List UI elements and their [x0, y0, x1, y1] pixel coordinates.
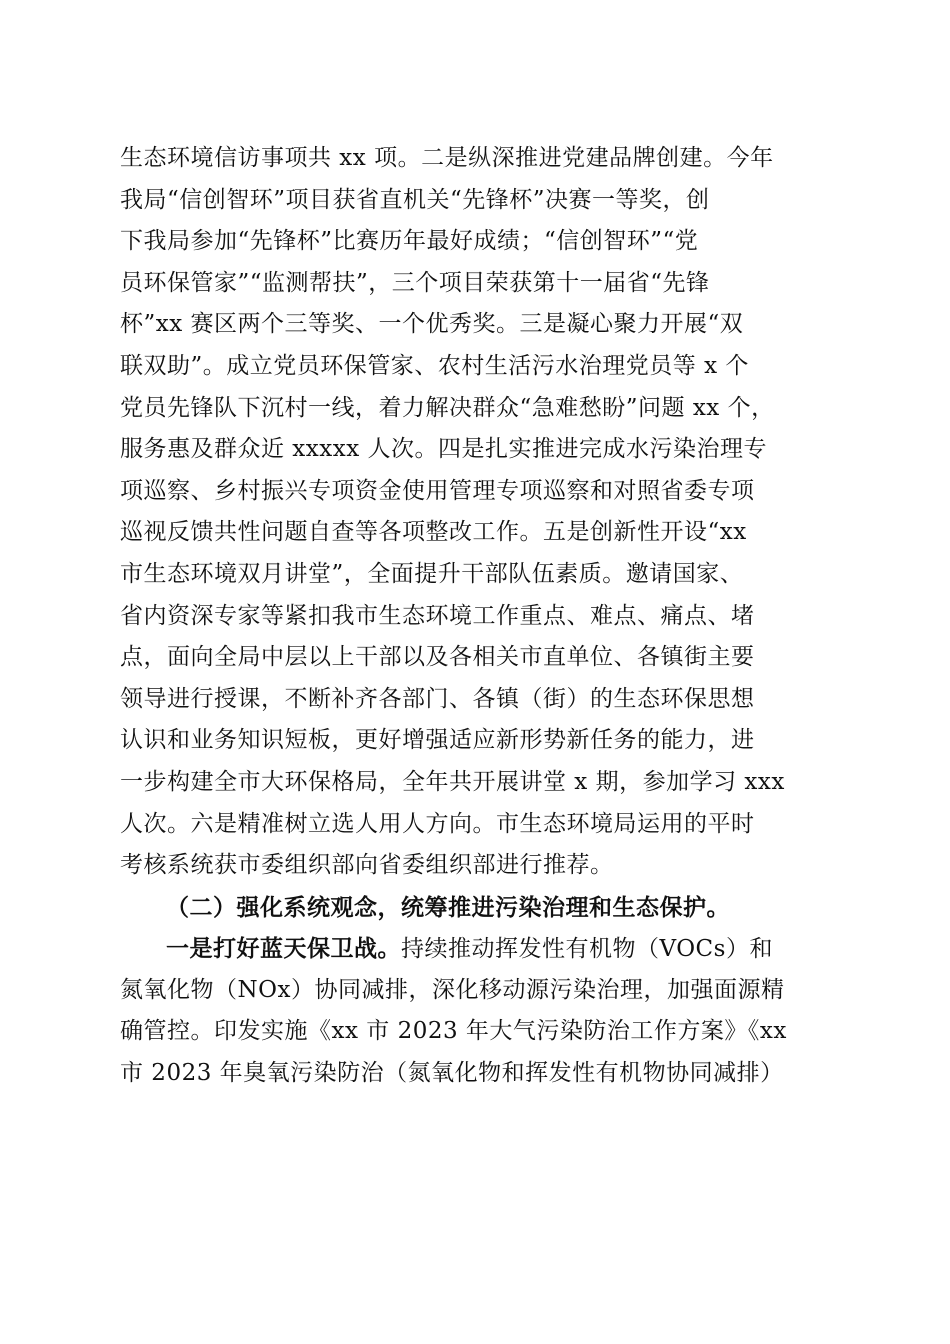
text-line: 氮氧化物（NOx）协同减排，深化移动源污染治理，加强面源精 [120, 976, 785, 1003]
text-line: 党员先锋队下沉村一线，着力解决群众“急难愁盼”问题 xx 个， [120, 394, 775, 421]
text-line: 考核系统获市委组织部向省委组织部进行推荐。 [120, 852, 614, 879]
section-heading: （二）强化系统观念，统筹推进污染治理和生态保护。 [166, 893, 730, 921]
text-line: 员环保管家”“监测帮扶”，三个项目荣获第十一届省“先锋 [120, 269, 710, 296]
document-body [120, 138, 835, 1095]
text-line: 市生态环境双月讲堂”，全面提升干部队伍素质。邀请国家、 [120, 560, 744, 587]
text-line: 认识和业务知识短板，更好增强适应新形势新任务的能力，进 [120, 727, 755, 754]
text-line: 巡视反馈共性问题自查等各项整改工作。五是创新性开设“xx [120, 519, 747, 546]
text-line: 服务惠及群众近 xxxxx 人次。四是扎实推进完成水污染治理专 [120, 436, 767, 463]
text-line: 下我局参加“先锋杯”比赛历年最好成绩；“信创智环”“党 [120, 228, 699, 255]
text-line: 省内资深专家等紧扣我市生态环境工作重点、难点、痛点、堵 [120, 602, 755, 629]
paragraph-lead-bold: 一是打好蓝天保卫战。 [166, 935, 401, 963]
paragraph-first-line [120, 928, 835, 970]
text-line: 市 2023 年臭氧污染防治（氮氧化物和挥发性有机物协同减排） [120, 1060, 784, 1087]
text-line: 点，面向全局中层以上干部以及各相关市直单位、各镇街主要 [120, 644, 755, 671]
text-line: 生态环境信访事项共 xx 项。二是纵深推进党建品牌创建。今年 [120, 145, 774, 171]
text-line: 杯”xx 赛区两个三等奖、一个优秀奖。三是凝心聚力开展“双 [120, 311, 744, 338]
text-line: 我局“信创智环”项目获省直机关“先锋杯”决赛一等奖，创 [120, 186, 710, 213]
text-line: 领导进行授课，不断补齐各部门、各镇（街）的生态环保思想 [120, 685, 755, 712]
text-line: 联双助”。成立党员环保管家、农村生活污水治理党员等 x 个 [120, 352, 749, 379]
text-line: 人次。六是精准树立选人用人方向。市生态环境局运用的平时 [120, 810, 755, 837]
text-line: 项巡察、乡村振兴专项资金使用管理专项巡察和对照省委专项 [120, 477, 755, 504]
text-line: 一步构建全市大环保格局，全年共开展讲堂 x 期，参加学习 xxx [120, 768, 785, 795]
paragraph-lead-rest: 持续推动挥发性有机物（VOCs）和 [401, 936, 773, 963]
text-line: 确管控。印发实施《xx 市 2023 年大气污染防治工作方案》《xx [120, 1018, 787, 1045]
